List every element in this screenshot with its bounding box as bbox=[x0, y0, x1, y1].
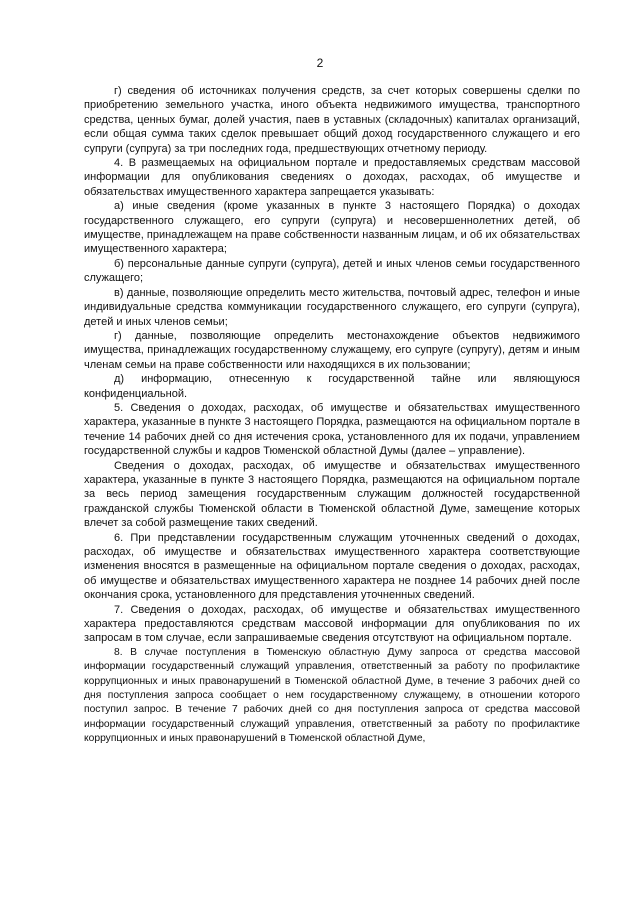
paragraph-4a-other-info: а) иные сведения (кроме указанных в пункте 3 настоящего Порядка) о доходах государственного служащего, его супруги (супруга) и несовершеннолетних детей, об имуществе, принадлежащем на праве собственности названным лицам, и об их обязательствах имущественного характера; bbox=[84, 200, 580, 256]
paragraph-4b-personal-data: б) персональные данные супруги (супруга), детей и иных членов семьи государственного служащего; bbox=[84, 257, 580, 285]
paragraph-5-publication-deadline: 5. Сведения о доходах, расходах, об имуществе и обязательствах имущественного характера, указанные в пункте 3 настоящего Порядка, размещаются на официальном портале в течение 14 рабочих дней со дня истечения срока, установленного для их подачи, управлением государственной службы и кадров Тюменской областной Думы (далее – управление). bbox=[84, 401, 580, 458]
paragraph-5-publication-period: Сведения о доходах, расходах, об имуществе и обязательствах имущественного характера, указанные в пункте 3 настоящего Порядка, размещаются на официальном портале за весь период замещения государственным служащим должностей государственной гражданской службы Тюменской области в Тюменской областной Думе, замещение которых влечет за собой размещение таких сведений. bbox=[84, 459, 580, 530]
paragraph-6-corrected-info: 6. При представлении государственным служащим уточненных сведений о доходах, расходах, об имуществе и обязательствах имущественного характера соответствующие изменения вносятся в размещенные на официальном портале сведения о доходах, расходах, об имуществе и обязательствах имущественного характера не позднее 14 рабочих дней после окончания срока, установленного для представления уточненных сведений. bbox=[84, 531, 580, 602]
paragraph-4d-secret-info: д) информацию, отнесенную к государственной тайне или являющуюся конфиденциальной. bbox=[84, 373, 580, 400]
paragraph-3g-income-sources: г) сведения об источниках получения средств, за счет которых совершены сделки по приобретению земельного участка, иного объекта недвижимого имущества, транспортного средства, ценных бумаг, долей участия, паев в уставных (складочных) капиталах организаций, если общая сумма таких сделок превышает общий доход государственного служащего и его супруги (супруга) за три последних года, предшествующих отчетному периоду. bbox=[84, 85, 580, 155]
document-body bbox=[84, 84, 580, 747]
paragraph-4-prohibited-info: 4. В размещаемых на официальном портале и предоставляемых средствам массовой информации для опубликования сведениях о доходах, расходах, об имуществе и обязательствах имущественного характера запрещается указывать: bbox=[84, 157, 580, 198]
paragraph-7-media-requests: 7. Сведения о доходах, расходах, об имуществе и обязательствах имущественного характера предоставляются средствам массовой информации для опубликования по их запросам в том случае, если запрашиваемые сведения отсутствуют на официальном портале. bbox=[84, 603, 580, 645]
paragraph-4v-contact-data: в) данные, позволяющие определить место жительства, почтовый адрес, телефон и иные индивидуальные средства коммуникации государственного служащего, его супруги (супруга), детей и иных членов семьи; bbox=[84, 286, 580, 328]
page-number: 2 bbox=[316, 56, 324, 70]
paragraph-4g-property-location: г) данные, позволяющие определить местонахождение объектов недвижимого имущества, принадлежащих государственному служащему, его супруге (супругу), детям и иным членам семьи на праве собственности или находящихся в их пользовании; bbox=[84, 329, 580, 371]
paragraph-8-request-handling: 8. В случае поступления в Тюменскую областную Думу запроса от средства массовой информации государственный служащий управления, ответственный за работу по профилактике коррупционных и иных правонарушений в Тюменской областной Думе, в течение 3 рабочих дней со дня поступления запроса сообщает о нем государственному служащему, в отношении которого поступил запрос. В течение 7 рабочих дней со дня поступления запроса от средства массовой информации государственный служащий управления, ответственный за работу по профилактике коррупционных и иных правонарушений в Тюменской областной Думе, bbox=[84, 646, 580, 745]
